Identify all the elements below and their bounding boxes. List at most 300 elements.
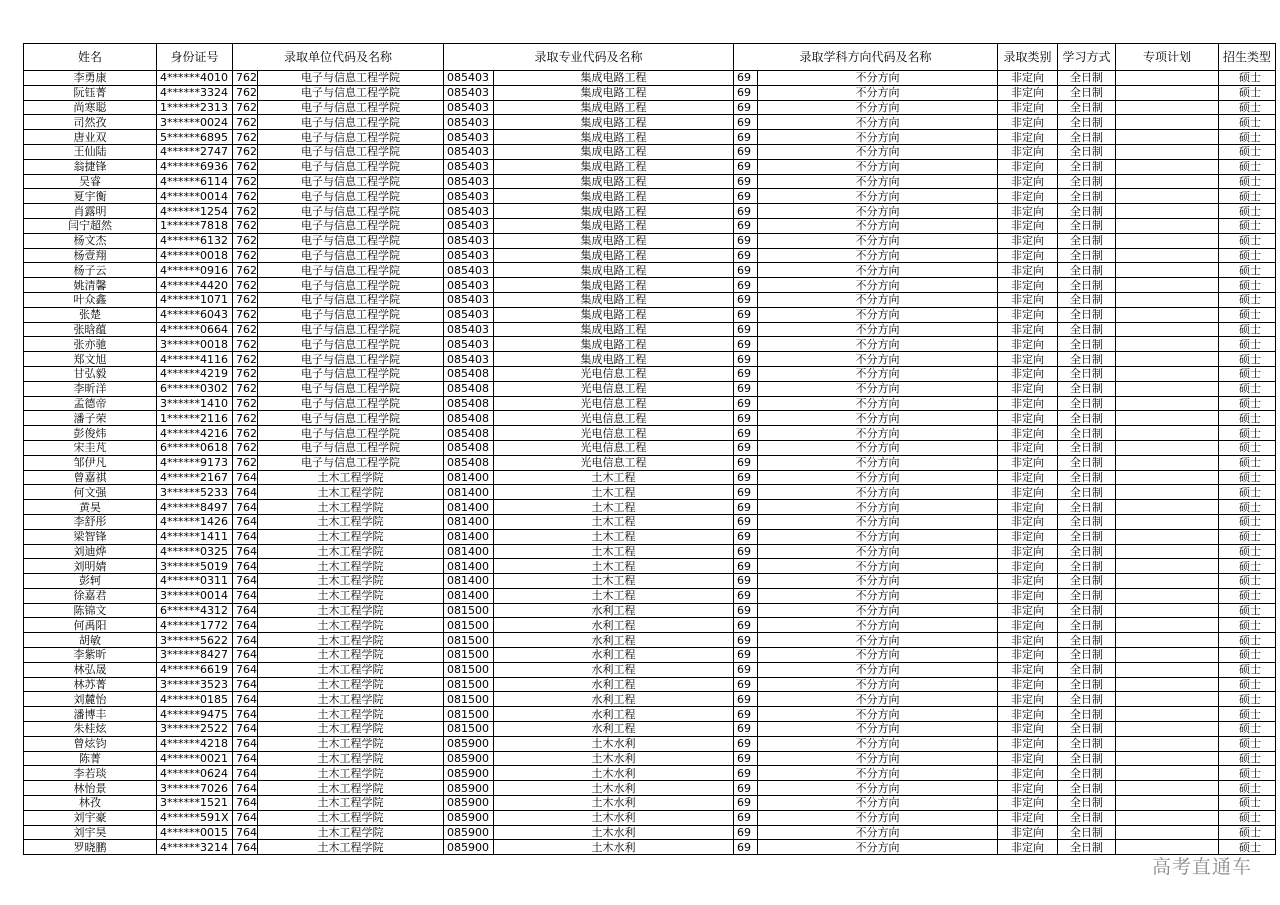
table-row (24, 366, 1276, 381)
direction-name-cell: 不分方向 (758, 529, 998, 544)
special-plan-cell (1116, 337, 1219, 352)
id-number-cell: 4******1426 (157, 514, 233, 529)
table-row (24, 396, 1276, 411)
unit-code-cell: 762 (233, 85, 258, 100)
major-code-cell: 081400 (444, 544, 494, 559)
direction-code-cell: 69 (734, 825, 758, 840)
major-name-cell: 集成电路工程 (494, 204, 734, 219)
table-row (24, 692, 1276, 707)
id-number-cell: 3******8427 (157, 648, 233, 663)
major-code-cell: 085403 (444, 100, 494, 115)
direction-name-cell: 不分方向 (758, 366, 998, 381)
major-name-cell: 光电信息工程 (494, 426, 734, 441)
special-plan-cell (1116, 292, 1219, 307)
unit-name-cell: 电子与信息工程学院 (258, 396, 444, 411)
unit-name-cell: 土木工程学院 (258, 810, 444, 825)
unit-code-cell: 764 (233, 692, 258, 707)
enrollment-type-cell: 硕士 (1219, 810, 1276, 825)
category-cell: 非定向 (998, 692, 1058, 707)
unit-code-cell: 764 (233, 544, 258, 559)
special-plan-cell (1116, 588, 1219, 603)
major-name-cell: 水利工程 (494, 662, 734, 677)
major-code-cell: 085900 (444, 736, 494, 751)
major-code-cell: 085403 (444, 159, 494, 174)
table-row (24, 810, 1276, 825)
major-name-cell: 集成电路工程 (494, 100, 734, 115)
category-cell: 非定向 (998, 766, 1058, 781)
study-mode-cell: 全日制 (1058, 633, 1116, 648)
enrollment-type-cell: 硕士 (1219, 278, 1276, 293)
direction-code-cell: 69 (734, 544, 758, 559)
id-number-cell: 3******1410 (157, 396, 233, 411)
major-name-cell: 集成电路工程 (494, 71, 734, 86)
unit-code-cell: 762 (233, 440, 258, 455)
category-cell: 非定向 (998, 618, 1058, 633)
id-number-cell: 3******5019 (157, 559, 233, 574)
category-cell: 非定向 (998, 440, 1058, 455)
major-code-cell: 081400 (444, 574, 494, 589)
direction-code-cell: 69 (734, 766, 758, 781)
major-name-cell: 水利工程 (494, 648, 734, 663)
name-cell: 杨子云 (24, 263, 157, 278)
name-cell: 徐嘉君 (24, 588, 157, 603)
table-row (24, 633, 1276, 648)
unit-name-cell: 土木工程学院 (258, 633, 444, 648)
direction-code-cell: 69 (734, 233, 758, 248)
name-cell: 唐业双 (24, 130, 157, 145)
category-cell: 非定向 (998, 85, 1058, 100)
category-cell: 非定向 (998, 71, 1058, 86)
unit-name-cell: 电子与信息工程学院 (258, 411, 444, 426)
name-cell: 张晗蕴 (24, 322, 157, 337)
name-cell: 罗晓鹏 (24, 840, 157, 855)
direction-code-cell: 69 (734, 751, 758, 766)
special-plan-cell (1116, 500, 1219, 515)
direction-name-cell: 不分方向 (758, 352, 998, 367)
category-cell: 非定向 (998, 396, 1058, 411)
unit-code-cell: 764 (233, 662, 258, 677)
unit-name-cell: 土木工程学院 (258, 692, 444, 707)
direction-code-cell: 69 (734, 337, 758, 352)
direction-code-cell: 69 (734, 633, 758, 648)
major-name-cell: 土木工程 (494, 559, 734, 574)
unit-name-cell: 土木工程学院 (258, 825, 444, 840)
table-row (24, 544, 1276, 559)
major-name-cell: 土木工程 (494, 514, 734, 529)
major-code-cell: 081500 (444, 603, 494, 618)
major-code-cell: 085403 (444, 144, 494, 159)
major-code-cell: 085408 (444, 381, 494, 396)
major-code-cell: 085403 (444, 292, 494, 307)
direction-name-cell: 不分方向 (758, 440, 998, 455)
enrollment-type-cell: 硕士 (1219, 440, 1276, 455)
enrollment-type-cell: 硕士 (1219, 144, 1276, 159)
enrollment-type-cell: 硕士 (1219, 677, 1276, 692)
unit-code-cell: 762 (233, 292, 258, 307)
unit-code-cell: 764 (233, 810, 258, 825)
id-number-cell: 6******0302 (157, 381, 233, 396)
major-code-cell: 085403 (444, 71, 494, 86)
unit-name-cell: 电子与信息工程学院 (258, 189, 444, 204)
table-row (24, 115, 1276, 130)
enrollment-type-cell: 硕士 (1219, 263, 1276, 278)
direction-name-cell: 不分方向 (758, 648, 998, 663)
id-number-cell: 4******4116 (157, 352, 233, 367)
table-row (24, 85, 1276, 100)
enrollment-type-cell: 硕士 (1219, 337, 1276, 352)
direction-code-cell: 69 (734, 529, 758, 544)
unit-name-cell: 土木工程学院 (258, 529, 444, 544)
table-row (24, 337, 1276, 352)
major-code-cell: 085403 (444, 352, 494, 367)
name-cell: 刘宇昊 (24, 825, 157, 840)
special-plan-cell (1116, 692, 1219, 707)
id-number-cell: 4******6114 (157, 174, 233, 189)
special-plan-cell (1116, 411, 1219, 426)
category-cell: 非定向 (998, 381, 1058, 396)
major-name-cell: 土木工程 (494, 529, 734, 544)
direction-code-cell: 69 (734, 440, 758, 455)
enrollment-type-cell: 硕士 (1219, 85, 1276, 100)
special-plan-cell (1116, 307, 1219, 322)
unit-name-cell: 电子与信息工程学院 (258, 337, 444, 352)
major-name-cell: 光电信息工程 (494, 396, 734, 411)
table-row (24, 603, 1276, 618)
direction-code-cell: 69 (734, 500, 758, 515)
unit-code-cell: 762 (233, 322, 258, 337)
direction-code-cell: 69 (734, 514, 758, 529)
unit-code-cell: 764 (233, 588, 258, 603)
enrollment-type-cell: 硕士 (1219, 662, 1276, 677)
special-plan-cell (1116, 485, 1219, 500)
unit-name-cell: 电子与信息工程学院 (258, 248, 444, 263)
unit-code-cell: 762 (233, 189, 258, 204)
unit-name-cell: 土木工程学院 (258, 470, 444, 485)
major-name-cell: 集成电路工程 (494, 115, 734, 130)
unit-code-cell: 764 (233, 766, 258, 781)
category-cell: 非定向 (998, 781, 1058, 796)
direction-code-cell: 69 (734, 781, 758, 796)
special-plan-cell (1116, 825, 1219, 840)
direction-name-cell: 不分方向 (758, 204, 998, 219)
unit-code-cell: 764 (233, 470, 258, 485)
major-name-cell: 集成电路工程 (494, 263, 734, 278)
major-name-cell: 土木工程 (494, 470, 734, 485)
study-mode-cell: 全日制 (1058, 100, 1116, 115)
enrollment-type-cell: 硕士 (1219, 825, 1276, 840)
direction-code-cell: 69 (734, 71, 758, 86)
direction-name-cell: 不分方向 (758, 485, 998, 500)
column-header: 录取单位代码及名称 (233, 44, 444, 71)
direction-name-cell: 不分方向 (758, 825, 998, 840)
unit-code-cell: 764 (233, 618, 258, 633)
major-name-cell: 集成电路工程 (494, 352, 734, 367)
major-code-cell: 085403 (444, 337, 494, 352)
major-code-cell: 081500 (444, 618, 494, 633)
name-cell: 彭轲 (24, 574, 157, 589)
direction-name-cell: 不分方向 (758, 514, 998, 529)
id-number-cell: 4******0014 (157, 189, 233, 204)
direction-code-cell: 69 (734, 722, 758, 737)
major-code-cell: 081400 (444, 559, 494, 574)
major-name-cell: 集成电路工程 (494, 322, 734, 337)
name-cell: 李紫昕 (24, 648, 157, 663)
major-code-cell: 081400 (444, 470, 494, 485)
unit-name-cell: 土木工程学院 (258, 796, 444, 811)
name-cell: 闫宁超然 (24, 218, 157, 233)
name-cell: 宋圭芃 (24, 440, 157, 455)
unit-name-cell: 土木工程学院 (258, 603, 444, 618)
direction-code-cell: 69 (734, 796, 758, 811)
study-mode-cell: 全日制 (1058, 263, 1116, 278)
enrollment-type-cell: 硕士 (1219, 100, 1276, 115)
id-number-cell: 4******4218 (157, 736, 233, 751)
name-cell: 何禹阳 (24, 618, 157, 633)
direction-code-cell: 69 (734, 455, 758, 470)
study-mode-cell: 全日制 (1058, 485, 1116, 500)
unit-code-cell: 762 (233, 337, 258, 352)
study-mode-cell: 全日制 (1058, 810, 1116, 825)
major-code-cell: 085403 (444, 307, 494, 322)
unit-code-cell: 762 (233, 174, 258, 189)
enrollment-type-cell: 硕士 (1219, 189, 1276, 204)
unit-code-cell: 764 (233, 781, 258, 796)
major-name-cell: 土木工程 (494, 574, 734, 589)
major-code-cell: 081400 (444, 500, 494, 515)
direction-name-cell: 不分方向 (758, 292, 998, 307)
major-code-cell: 081500 (444, 722, 494, 737)
unit-code-cell: 764 (233, 840, 258, 855)
enrollment-type-cell: 硕士 (1219, 529, 1276, 544)
table-row (24, 204, 1276, 219)
study-mode-cell: 全日制 (1058, 322, 1116, 337)
enrollment-type-cell: 硕士 (1219, 174, 1276, 189)
id-number-cell: 4******1772 (157, 618, 233, 633)
direction-name-cell: 不分方向 (758, 263, 998, 278)
major-code-cell: 085403 (444, 218, 494, 233)
category-cell: 非定向 (998, 115, 1058, 130)
direction-code-cell: 69 (734, 278, 758, 293)
table-row (24, 189, 1276, 204)
direction-name-cell: 不分方向 (758, 85, 998, 100)
study-mode-cell: 全日制 (1058, 426, 1116, 441)
unit-code-cell: 764 (233, 677, 258, 692)
special-plan-cell (1116, 396, 1219, 411)
special-plan-cell (1116, 514, 1219, 529)
major-code-cell: 085403 (444, 130, 494, 145)
direction-name-cell: 不分方向 (758, 574, 998, 589)
enrollment-type-cell: 硕士 (1219, 71, 1276, 86)
enrollment-type-cell: 硕士 (1219, 381, 1276, 396)
category-cell: 非定向 (998, 455, 1058, 470)
direction-name-cell: 不分方向 (758, 233, 998, 248)
study-mode-cell: 全日制 (1058, 337, 1116, 352)
direction-name-cell: 不分方向 (758, 470, 998, 485)
study-mode-cell: 全日制 (1058, 677, 1116, 692)
table-row (24, 440, 1276, 455)
name-cell: 叶众鑫 (24, 292, 157, 307)
id-number-cell: 4******1254 (157, 204, 233, 219)
study-mode-cell: 全日制 (1058, 707, 1116, 722)
direction-name-cell: 不分方向 (758, 337, 998, 352)
table-row (24, 71, 1276, 86)
table-row (24, 618, 1276, 633)
category-cell: 非定向 (998, 810, 1058, 825)
name-cell: 刘宇豪 (24, 810, 157, 825)
name-cell: 曾嘉祺 (24, 470, 157, 485)
enrollment-type-cell: 硕士 (1219, 411, 1276, 426)
id-number-cell: 4******2747 (157, 144, 233, 159)
unit-name-cell: 电子与信息工程学院 (258, 307, 444, 322)
major-name-cell: 水利工程 (494, 722, 734, 737)
major-code-cell: 085900 (444, 751, 494, 766)
major-name-cell: 集成电路工程 (494, 337, 734, 352)
category-cell: 非定向 (998, 736, 1058, 751)
id-number-cell: 3******5233 (157, 485, 233, 500)
direction-name-cell: 不分方向 (758, 559, 998, 574)
enrollment-type-cell: 硕士 (1219, 396, 1276, 411)
major-name-cell: 集成电路工程 (494, 130, 734, 145)
unit-name-cell: 电子与信息工程学院 (258, 440, 444, 455)
unit-code-cell: 764 (233, 796, 258, 811)
direction-code-cell: 69 (734, 204, 758, 219)
direction-code-cell: 69 (734, 100, 758, 115)
unit-name-cell: 电子与信息工程学院 (258, 292, 444, 307)
unit-name-cell: 电子与信息工程学院 (258, 218, 444, 233)
study-mode-cell: 全日制 (1058, 588, 1116, 603)
major-name-cell: 集成电路工程 (494, 189, 734, 204)
table-row (24, 263, 1276, 278)
direction-code-cell: 69 (734, 352, 758, 367)
column-header: 录取类别 (998, 44, 1058, 71)
unit-code-cell: 762 (233, 426, 258, 441)
category-cell: 非定向 (998, 189, 1058, 204)
major-code-cell: 081500 (444, 707, 494, 722)
category-cell: 非定向 (998, 233, 1058, 248)
major-name-cell: 集成电路工程 (494, 144, 734, 159)
category-cell: 非定向 (998, 352, 1058, 367)
table-row (24, 707, 1276, 722)
category-cell: 非定向 (998, 144, 1058, 159)
direction-code-cell: 69 (734, 692, 758, 707)
unit-code-cell: 762 (233, 248, 258, 263)
direction-code-cell: 69 (734, 603, 758, 618)
direction-name-cell: 不分方向 (758, 618, 998, 633)
special-plan-cell (1116, 322, 1219, 337)
table-row (24, 722, 1276, 737)
table-row (24, 426, 1276, 441)
study-mode-cell: 全日制 (1058, 278, 1116, 293)
study-mode-cell: 全日制 (1058, 648, 1116, 663)
enrollment-type-cell: 硕士 (1219, 781, 1276, 796)
special-plan-cell (1116, 736, 1219, 751)
special-plan-cell (1116, 174, 1219, 189)
major-code-cell: 085408 (444, 366, 494, 381)
column-header: 学习方式 (1058, 44, 1116, 71)
major-name-cell: 光电信息工程 (494, 455, 734, 470)
table-row (24, 500, 1276, 515)
category-cell: 非定向 (998, 722, 1058, 737)
enrollment-type-cell: 硕士 (1219, 544, 1276, 559)
study-mode-cell: 全日制 (1058, 381, 1116, 396)
table-row (24, 574, 1276, 589)
unit-name-cell: 电子与信息工程学院 (258, 204, 444, 219)
category-cell: 非定向 (998, 529, 1058, 544)
table-row (24, 292, 1276, 307)
study-mode-cell: 全日制 (1058, 159, 1116, 174)
unit-code-cell: 764 (233, 736, 258, 751)
study-mode-cell: 全日制 (1058, 514, 1116, 529)
major-name-cell: 集成电路工程 (494, 218, 734, 233)
category-cell: 非定向 (998, 204, 1058, 219)
direction-name-cell: 不分方向 (758, 781, 998, 796)
category-cell: 非定向 (998, 292, 1058, 307)
name-cell: 郑文旭 (24, 352, 157, 367)
unit-code-cell: 762 (233, 144, 258, 159)
study-mode-cell: 全日制 (1058, 692, 1116, 707)
special-plan-cell (1116, 440, 1219, 455)
study-mode-cell: 全日制 (1058, 751, 1116, 766)
unit-name-cell: 电子与信息工程学院 (258, 455, 444, 470)
direction-name-cell: 不分方向 (758, 159, 998, 174)
table-row (24, 411, 1276, 426)
direction-name-cell: 不分方向 (758, 662, 998, 677)
name-cell: 朱桂炫 (24, 722, 157, 737)
unit-name-cell: 土木工程学院 (258, 500, 444, 515)
unit-name-cell: 土木工程学院 (258, 751, 444, 766)
table-row (24, 766, 1276, 781)
table-row (24, 559, 1276, 574)
id-number-cell: 4******4010 (157, 71, 233, 86)
name-cell: 孟德帝 (24, 396, 157, 411)
name-cell: 陈锦文 (24, 603, 157, 618)
table-row (24, 130, 1276, 145)
major-name-cell: 土木水利 (494, 796, 734, 811)
table-row (24, 470, 1276, 485)
unit-name-cell: 土木工程学院 (258, 840, 444, 855)
special-plan-cell (1116, 85, 1219, 100)
major-name-cell: 光电信息工程 (494, 440, 734, 455)
study-mode-cell: 全日制 (1058, 366, 1116, 381)
direction-name-cell: 不分方向 (758, 248, 998, 263)
special-plan-cell (1116, 71, 1219, 86)
category-cell: 非定向 (998, 159, 1058, 174)
major-name-cell: 水利工程 (494, 603, 734, 618)
direction-name-cell: 不分方向 (758, 455, 998, 470)
id-number-cell: 5******6895 (157, 130, 233, 145)
special-plan-cell (1116, 470, 1219, 485)
column-header: 姓名 (24, 44, 157, 71)
direction-code-cell: 69 (734, 810, 758, 825)
name-cell: 姚清馨 (24, 278, 157, 293)
major-name-cell: 集成电路工程 (494, 233, 734, 248)
enrollment-type-cell: 硕士 (1219, 588, 1276, 603)
enrollment-type-cell: 硕士 (1219, 204, 1276, 219)
enrollment-type-cell: 硕士 (1219, 307, 1276, 322)
direction-code-cell: 69 (734, 574, 758, 589)
unit-code-cell: 764 (233, 825, 258, 840)
direction-name-cell: 不分方向 (758, 722, 998, 737)
major-name-cell: 土木水利 (494, 781, 734, 796)
direction-code-cell: 69 (734, 263, 758, 278)
major-code-cell: 085900 (444, 796, 494, 811)
unit-code-cell: 764 (233, 514, 258, 529)
category-cell: 非定向 (998, 707, 1058, 722)
table-body (24, 71, 1276, 855)
name-cell: 曾炫钧 (24, 736, 157, 751)
major-name-cell: 集成电路工程 (494, 159, 734, 174)
major-code-cell: 081500 (444, 692, 494, 707)
